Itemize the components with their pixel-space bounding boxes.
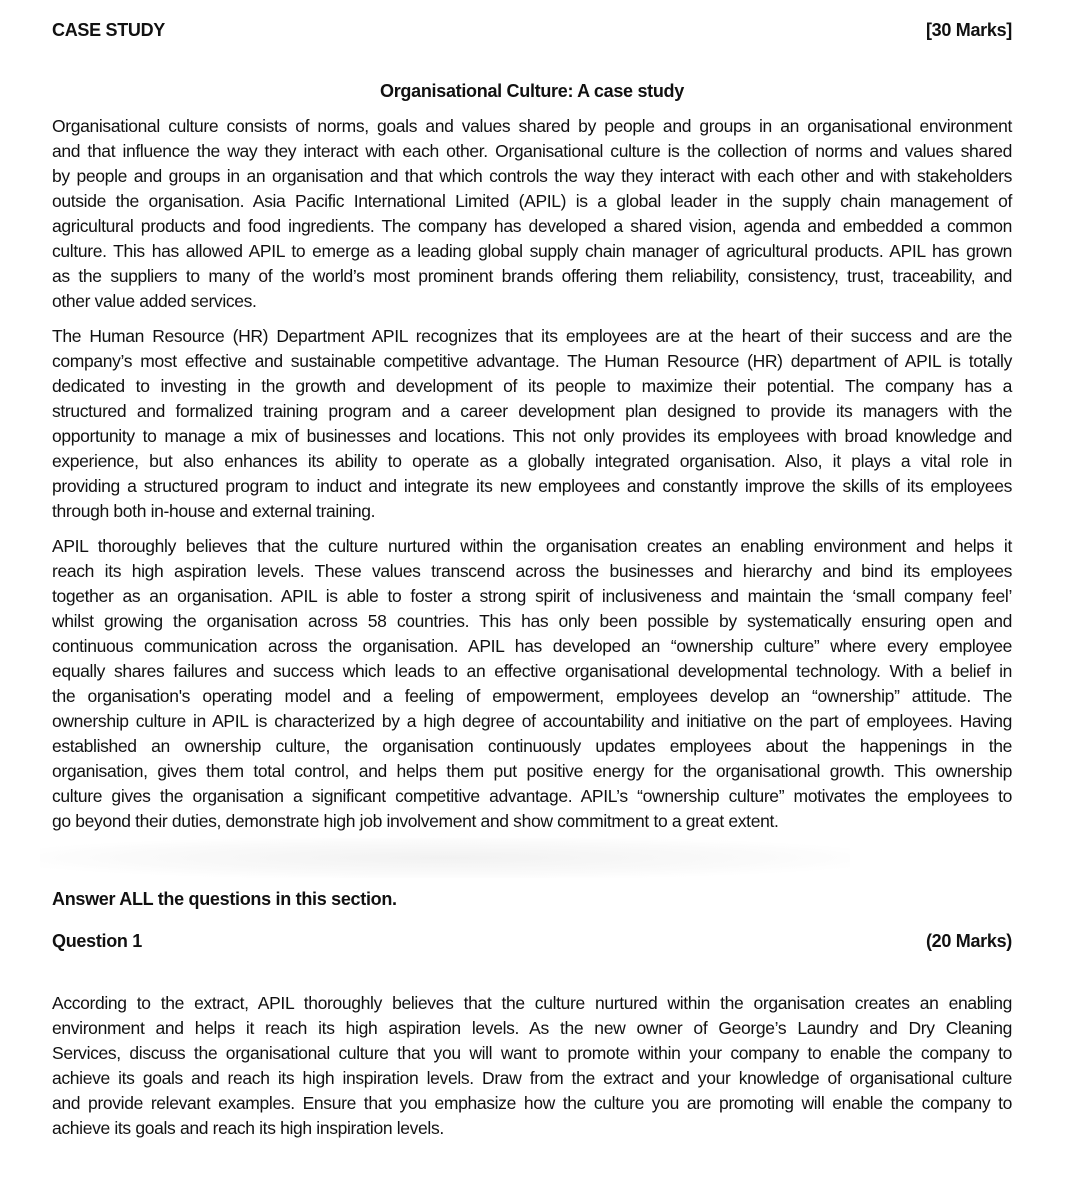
text-line: equally shares failures and success which leads to an effective organisational developmental technology. With a belief in — [52, 661, 1012, 681]
text-line: together as an organisation. APIL is able to foster a strong spirit of inclusiveness and maintain the ‘small company feel’ — [52, 586, 1012, 606]
document-title: Organisational Culture: A case study — [380, 81, 684, 101]
text-line: outside the organisation. Asia Pacific International Limited (APIL) is a global leader in the supply chain management of — [52, 191, 1012, 211]
question-text — [52, 991, 1012, 1141]
text-line: providing a structured program to induct and integrate its new employees and constantly improve the skills of its employees — [52, 476, 1012, 496]
question-label: Question 1 — [52, 931, 143, 951]
case-study-heading: CASE STUDY — [52, 20, 166, 40]
text-line: According to the extract, APIL thoroughly believes that the culture nurtured within the organisation creates an enabling — [52, 993, 1012, 1013]
text-line: ownership culture in APIL is characterized by a high degree of accountability and initiative on the part of employees. Having — [52, 711, 1012, 731]
text-line: and that influence the way they interact with each other. Organisational culture is the collection of norms and values shared — [52, 141, 1012, 161]
text-line: reach its high aspiration levels. These values transcend across the businesses and hierarchy and bind its employees — [52, 561, 1012, 581]
paragraph-2 — [52, 324, 1012, 524]
text-line: Services, discuss the organisational culture that you will want to promote within your company to enable the company to — [52, 1043, 1012, 1063]
scan-smudge — [40, 838, 850, 878]
text-line: opportunity to manage a mix of businesses and locations. This not only provides its employees with broad knowledge and — [52, 426, 1012, 446]
text-line: organisation, gives them total control, and helps them put positive energy for the organisational growth. This ownership — [52, 761, 1012, 781]
text-line: and provide relevant examples. Ensure that you emphasize how the culture you are promoting will enable the company to — [52, 1093, 1012, 1113]
text-line: The Human Resource (HR) Department APIL recognizes that its employees are at the heart of their success and are the — [52, 326, 1012, 346]
text-line: established an ownership culture, the organisation continuously updates employees about the happenings in the — [52, 736, 1012, 756]
text-line: achieve its goals and reach its high inspiration levels. Draw from the extract and your knowledge of organisational culture — [52, 1068, 1012, 1088]
instruction: Answer ALL the questions in this section. — [52, 889, 397, 909]
text-line: other value added services. — [52, 291, 257, 311]
text-line: go beyond their duties, demonstrate high job involvement and show commitment to a great extent. — [52, 811, 779, 831]
text-line: agricultural products and food ingredients. The company has developed a shared vision, agenda and embedded a common — [52, 216, 1012, 236]
text-line: experience, but also enhances its ability to operate as a globally integrated organisation. Also, it plays a vital role in — [52, 451, 1012, 471]
text-line: whilst growing the organisation across 58 countries. This has only been possible by systematically ensuring open and — [52, 611, 1012, 631]
paragraph-3 — [52, 534, 1012, 834]
text-line: by people and groups in an organisation and that which controls the way they interact with each other and with stakeholders — [52, 166, 1012, 186]
text-line: continuous communication across the organisation. APIL has developed an “ownership culture” where every employee — [52, 636, 1012, 656]
question-marks: (20 Marks) — [925, 931, 1012, 951]
paragraph-1 — [52, 114, 1012, 314]
text-line: company’s most effective and sustainable competitive advantage. The Human Resource (HR) department of APIL is totally — [52, 351, 1012, 371]
text-line: achieve its goals and reach its high inspiration levels. — [52, 1118, 444, 1138]
text-line: through both in-house and external training. — [52, 501, 376, 521]
text-line: culture. This has allowed APIL to emerge as a leading global supply chain manager of agricultural products. APIL has grown — [52, 241, 1012, 261]
total-marks: [30 Marks] — [925, 20, 1012, 40]
text-line: Organisational culture consists of norms, goals and values shared by people and groups in an organisational environment — [52, 116, 1012, 136]
text-line: dedicated to investing in the growth and development of its people to maximize their potential. The company has a — [52, 376, 1012, 396]
text-line: the organisation's operating model and a feeling of empowerment, employees develop an “ownership” attitude. The — [52, 686, 1012, 706]
text-line: as the suppliers to many of the world’s most prominent brands offering them reliability, consistency, trust, traceability, and — [52, 266, 1012, 286]
text-line: APIL thoroughly believes that the culture nurtured within the organisation creates an enabling environment and helps it — [52, 536, 1012, 556]
text-line: environment and helps it reach its high aspiration levels. As the new owner of George’s Laundry and Dry Cleaning — [52, 1018, 1012, 1038]
text-line: culture gives the organisation a significant competitive advantage. APIL’s “ownership culture” motivates the employees to — [52, 786, 1012, 806]
text-line: structured and formalized training program and a career development plan designed to provide its managers with the — [52, 401, 1012, 421]
